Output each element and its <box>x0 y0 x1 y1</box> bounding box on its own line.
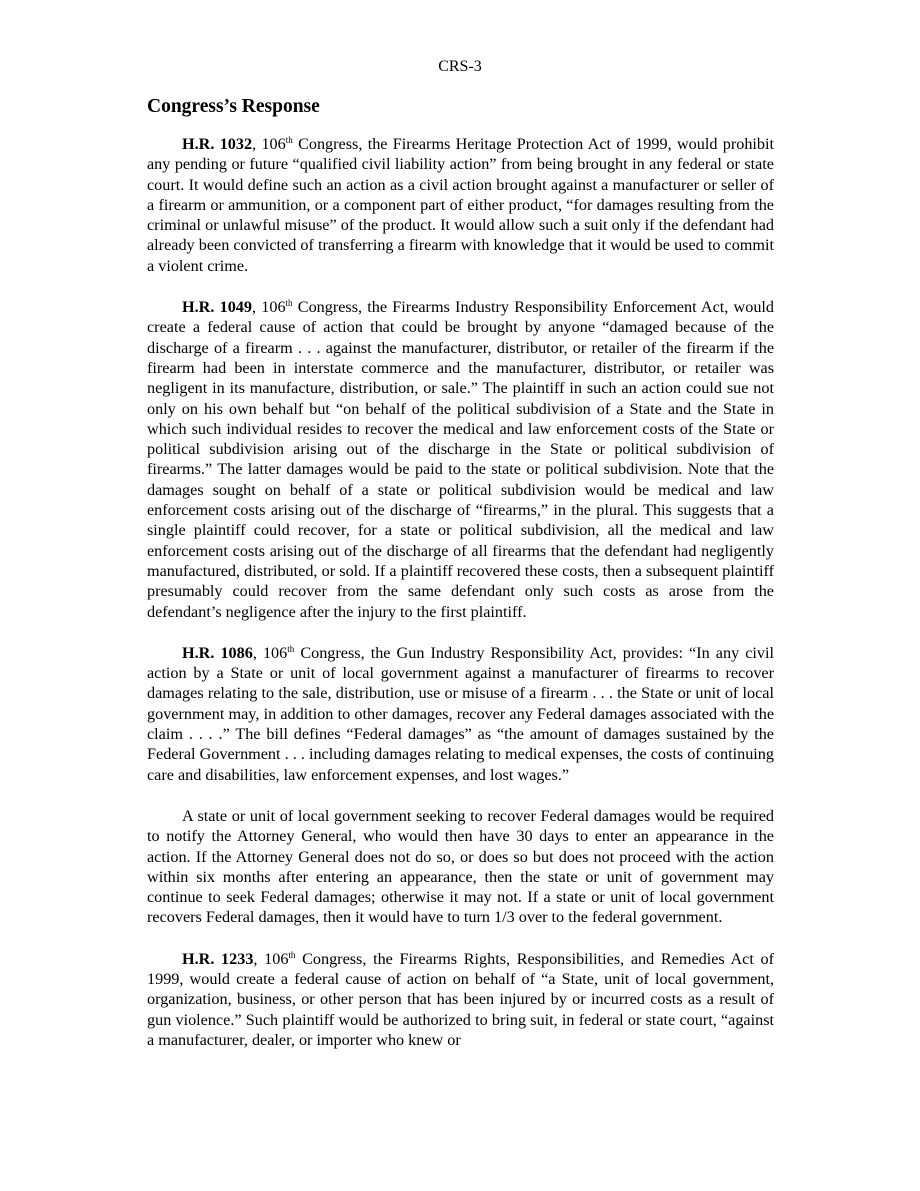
document-body <box>147 95 774 1050</box>
paragraph-federal-damages <box>147 806 774 928</box>
ordinal-suffix: th <box>287 643 295 654</box>
page-number: CRS-3 <box>438 58 482 75</box>
ordinal-number: , 106 <box>253 949 289 968</box>
section-heading: Congress’s Response <box>147 96 320 117</box>
ordinal-suffix: th <box>285 135 293 145</box>
bill-number: H.R. 1032 <box>182 135 253 153</box>
ordinal-suffix: th <box>285 298 293 309</box>
paragraph-text: A state or unit of local government seeking to recover Federal damages would be required to notify the Attorney General, who would then have 30 days to enter an appearance in the action. If the Attorney General does not do so, or does so but does not proceed with the action within six months after entering an appearance, then the state or unit of government may continue to seek Federal damages; otherwise it may not. If a state or unit of local government recovers Federal damages, then it would have to turn 1/3 over to the federal government. <box>147 806 774 927</box>
ordinal-number: , 106 <box>251 298 286 317</box>
bill-number: H.R. 1233 <box>182 949 254 968</box>
paragraph-hr-1049 <box>147 297 774 622</box>
paragraph-text: Congress, the Firearms Heritage Protection Act of 1999, would prohibit any pending or future “qualified civil liability action” from being brought in any federal or state court. It would define such an action as a civil action brought against a manufacturer or seller of a firearm or ammunition, or a component part of either product, “for damages resulting from the criminal or unlawful misuse” of the product. It would allow such a suit only if the defendant had already been convicted of transferring a firearm with knowledge that it would be used to commit a violent crime. <box>147 135 774 275</box>
paragraph-text: Congress, the Gun Industry Responsibility Act, provides: “In any civil action by a State or unit of local government against a manufacturer of firearms to recover damages relating to the sale, distribution, use or misuse of a firearm . . . the State or unit of local government may, in addition to other damages, recover any Federal damages associated with the claim . . . .” The bill defines “Federal damages” as “the amount of damages sustained by the Federal Government . . . including damages relating to medical expenses, the costs of continuing care and disabilities, law enforcement expenses, and lost wages.” <box>147 643 775 784</box>
paragraph-text: Congress, the Firearms Rights, Responsibilities, and Remedies Act of 1999, would create a federal cause of action on behalf of “a State, unit of local government, organization, business, or other person that has been injured by or incurred costs as a result of gun violence.” Such plaintiff would be authorized to bring suit, in federal or state court, “against a manufacturer, dealer, or importer who knew or <box>147 949 775 1049</box>
bill-number: H.R. 1086 <box>182 643 253 662</box>
bill-number: H.R. 1049 <box>182 298 252 317</box>
ordinal-suffix: th <box>288 949 296 960</box>
ordinal-number: , 106 <box>252 643 288 662</box>
paragraph-text: Congress, the Firearms Industry Responsibility Enforcement Act, would create a federal cause of action that could be brought by anyone “damaged because of the discharge of a firearm . . . against the manufacturer, distributor, or retailer of the firearm if the firearm had been in interstate commerce and the manufacturer, distributor, or retailer was negligent in its manufacture, distribution, or sale.” The plaintiff in such an action could sue not only on his own behalf but “on behalf of the political subdivision of a State and the State in which such individual resides to recover the medical and law enforcement costs of the State or political subdivision arising out of the discharge in the State or political subdivision of firearms.” The latter damages would be paid to the state or political subdivision. Note that the damages sought on behalf of a state or political subdivision would be medical and law enforcement costs arising out of the discharge of “firearms,” in the plural. This suggests that a single plaintiff could recover, for a state or political subdivision, all the medical and law enforcement costs arising out of the discharge of all firearms that the defendant had negligently manufactured, distributed, or sold. If a plaintiff recovered these costs, then a subsequent plaintiff presumably could recover from the same defendant only such costs as arose from the defendant’s negligence after the injury to the first plaintiff. <box>147 298 775 621</box>
paragraph-hr-1233 <box>147 949 774 1050</box>
paragraph-hr-1032 <box>147 134 774 276</box>
ordinal-number: , 106 <box>252 135 286 153</box>
paragraph-hr-1086 <box>147 643 774 785</box>
